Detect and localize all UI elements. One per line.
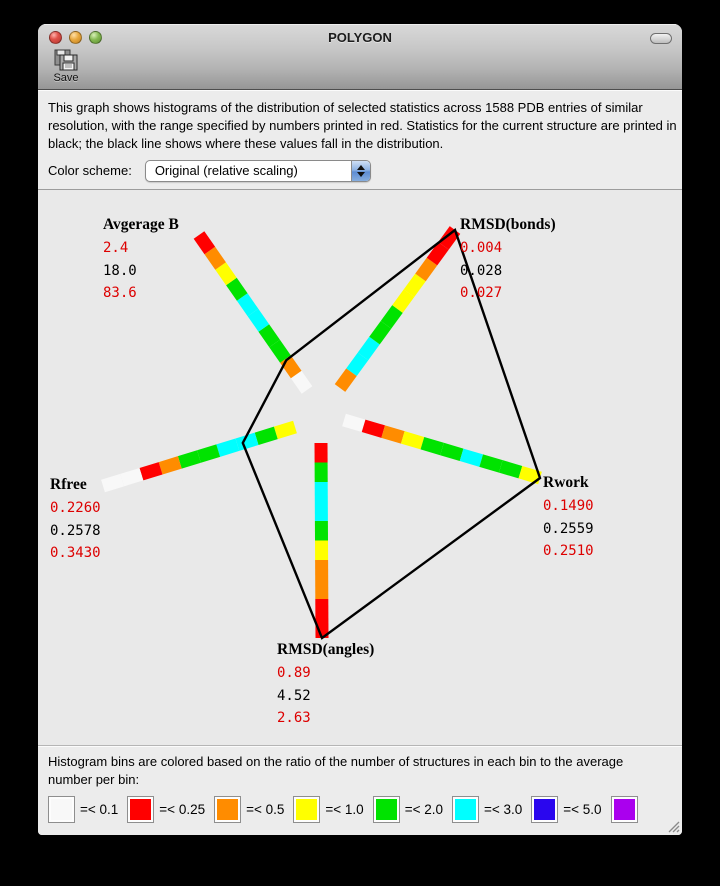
color-scheme-selected-value: Original (relative scaling) [154,163,298,179]
legend-label: =< 5.0 [563,802,602,818]
save-icon [53,48,79,72]
color-scheme-select[interactable] [145,160,371,182]
histogram-bin-rmsd_bonds-3 [375,325,387,341]
stat-block-rfree [50,476,101,565]
titlebar[interactable] [38,24,682,52]
legend-swatch-fill [296,799,317,820]
resize-grip[interactable] [666,819,680,833]
histogram-bin-rmsd_bonds-5 [398,293,410,309]
stat-value-rwork: 0.2559 [543,520,594,537]
axis-rwork [344,420,540,478]
color-scheme-label: Color scheme: [48,163,132,179]
legend-swatch-fill [534,799,555,820]
histogram-bin-rmsd_bonds-7 [421,262,433,278]
histogram-bin-avg_b-5 [242,297,253,313]
legend-label: =< 2.0 [404,802,443,818]
down-arrow-icon [357,172,365,177]
axis-avg_b [199,235,307,390]
stat-label-rfree: Rfree [50,476,87,493]
histogram-bin-avg_b-9 [199,235,210,251]
stat-value-avg_b: 18.0 [103,262,137,279]
histogram-bin-rfree-1 [257,433,276,439]
legend-item-white [48,796,118,823]
stat-label-rmsd_angles: RMSD(angles) [277,641,375,658]
histogram-bin-rfree-2 [237,439,256,445]
description-section [38,90,682,190]
legend-label: =< 0.5 [246,802,285,818]
histogram-bin-rwork-0 [344,420,364,426]
legend-section [38,745,682,835]
stat-value-rmsd_bonds: 0.028 [460,262,503,279]
histogram-bin-rfree-8 [122,474,141,480]
legend-swatch-fill [130,799,151,820]
stat-min-avg_b: 2.4 [103,240,129,256]
legend-note: Histogram bins are colored based on the ratio of the number of structures in each bin to the average number per bin: [48,754,624,788]
axis-rfree [103,427,295,486]
legend-item-yellow [293,796,363,823]
axis-rmsd_angles [321,443,322,638]
legend-swatch-fill [455,799,476,820]
histogram-bin-rmsd_bonds-8 [432,246,444,262]
histogram-bin-rwork-1 [364,426,384,432]
stepper-icon [351,161,370,181]
histogram-bin-avg_b-3 [264,328,275,344]
stat-label-rmsd_bonds: RMSD(bonds) [460,216,556,233]
histogram-bin-rwork-8 [501,466,521,472]
stat-value-rmsd_angles: 4.52 [277,687,311,704]
histogram-bin-rfree-4 [199,451,218,457]
legend-item-green [373,796,443,823]
legend-swatch-white [48,796,75,823]
histogram-bin-rwork-6 [462,455,482,461]
histogram-bin-rfree-9 [103,480,122,486]
legend-item-orange [214,796,284,823]
legend-swatch-cyan [452,796,479,823]
histogram-bin-rfree-0 [276,427,295,433]
histogram-bin-rmsd_bonds-4 [386,309,398,325]
legend-swatch-fill [217,799,238,820]
stat-label-avg_b: Avgerage B [103,216,179,233]
up-arrow-icon [357,165,365,170]
description-text: This graph shows histograms of the distribution of selected statistics across 1588 PDB entries of similar resolution, with the range specified by numbers printed in red. Statistics for the current structure are printed in black; the black line shows where these values fall in the distribution. [48,100,677,151]
stat-min-rfree: 0.2260 [50,500,101,516]
stat-max-rmsd_angles: 2.63 [277,710,311,726]
legend-label: =< 3.0 [483,802,523,818]
save-button-label: Save [53,72,79,84]
histogram-bin-rwork-4 [422,443,442,449]
legend-row [48,796,672,823]
stat-min-rmsd_bonds: 0.004 [460,240,503,256]
stat-value-rfree: 0.2578 [50,522,101,539]
histogram-bin-avg_b-4 [253,313,264,329]
histogram-bin-avg_b-8 [210,251,221,267]
toolbar-toggle-button[interactable] [650,33,672,44]
save-button[interactable] [46,48,86,84]
histogram-bin-avg_b-2 [275,344,286,360]
plot-area [38,190,682,745]
legend-item-blue [531,796,601,823]
legend-swatch-purple [611,796,638,823]
stat-min-rmsd_angles: 0.89 [277,665,311,681]
histogram-bin-avg_b-0 [296,375,307,391]
legend-swatch-orange [214,796,241,823]
histogram-bin-rmsd_bonds-1 [352,356,364,372]
stat-max-avg_b: 83.6 [103,285,137,301]
stat-max-rmsd_bonds: 0.027 [460,285,503,301]
legend-swatch-fill [376,799,397,820]
legend-swatch-yellow [293,796,320,823]
histogram-bin-avg_b-7 [221,266,232,282]
stat-block-rmsd_angles [277,641,374,730]
stat-max-rfree: 0.3430 [50,545,101,561]
legend-label: =< 0.1 [80,802,119,818]
color-scheme-row [48,160,672,182]
window-title: POLYGON [328,30,392,45]
histogram-bin-avg_b-6 [231,282,242,298]
stat-block-rmsd_bonds [460,216,556,305]
histogram-bin-rwork-3 [403,437,423,443]
legend-item-purple [611,796,643,823]
histogram-bin-rmsd_bonds-0 [340,372,352,388]
legend-swatch-blue [531,796,558,823]
axis-rmsd_bonds [340,230,455,388]
histogram-bin-rfree-3 [218,445,237,451]
legend-item-cyan [452,796,522,823]
window-header [38,24,682,90]
stat-label-rwork: Rwork [543,474,589,491]
histogram-bin-rwork-7 [481,461,501,467]
toolbar [38,52,682,90]
legend-swatch-fill [614,799,635,820]
stat-min-rwork: 0.1490 [543,498,594,514]
histogram-bin-rmsd_bonds-6 [409,277,421,293]
histogram-bin-rfree-6 [161,462,180,468]
stat-block-rwork [543,474,594,563]
legend-swatch-red [127,796,154,823]
histogram-bin-rmsd_bonds-2 [363,341,375,357]
histogram-bin-rfree-7 [141,468,160,474]
legend-item-red [127,796,205,823]
legend-swatch-green [373,796,400,823]
legend-label: =< 1.0 [325,802,364,818]
histogram-bin-rwork-5 [442,449,462,455]
stat-block-avg_b [103,216,179,305]
legend-label: =< 0.25 [159,802,206,818]
stat-max-rwork: 0.2510 [543,543,594,559]
histogram-bin-rwork-2 [383,432,403,438]
histogram-bin-rfree-5 [180,457,199,463]
polygon-window [38,24,682,835]
legend-swatch-fill [51,799,72,820]
